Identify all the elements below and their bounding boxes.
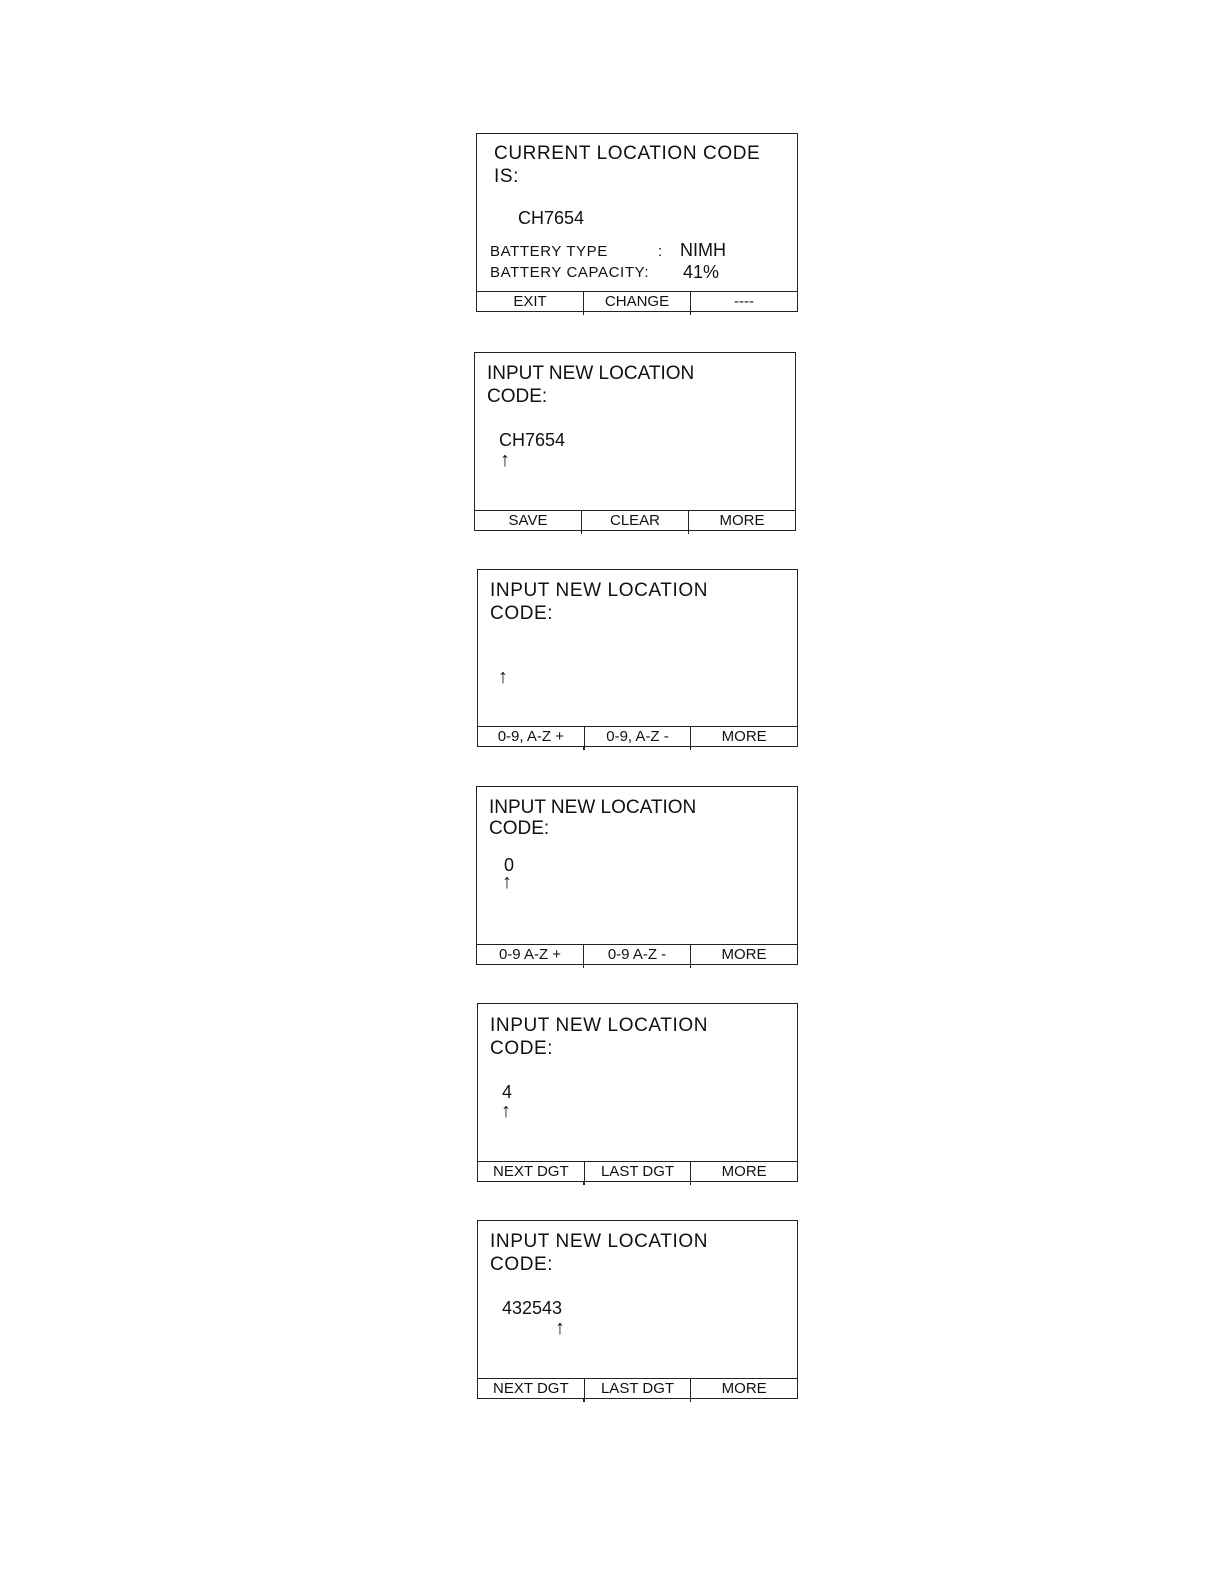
softkey-clear[interactable]: CLEAR <box>581 511 688 530</box>
softkey-char-up[interactable]: 0-9, A-Z + <box>497 728 564 745</box>
screen-title: INPUT NEW LOCATION <box>490 580 709 601</box>
softkey-blank[interactable]: ---- <box>690 292 797 311</box>
softkey-divider-tick <box>583 1398 585 1402</box>
screen-title-continued: CODE: <box>490 1038 554 1059</box>
location-code-entry: CH7654 <box>499 430 566 450</box>
softkey-divider-tick <box>690 746 692 750</box>
cursor-arrow-icon: ↑ <box>501 1100 511 1122</box>
screen-title: INPUT NEW LOCATION <box>490 1015 709 1036</box>
cursor-arrow-icon: ↑ <box>498 666 508 688</box>
cursor-arrow-icon: ↑ <box>555 1317 565 1339</box>
softkey-divider-tick <box>583 1181 585 1185</box>
softkey-char-down[interactable]: 0-9, A-Z - <box>584 727 691 746</box>
softkey-char-down[interactable]: 0-9 A-Z - <box>583 945 690 964</box>
softkey-divider-tick <box>583 311 585 315</box>
location-code-value: CH7654 <box>518 208 585 228</box>
softkey-divider-tick <box>690 311 692 315</box>
softkey-last-digit[interactable]: LAST DGT <box>584 1162 691 1181</box>
softkey-divider-tick <box>690 1398 692 1402</box>
screen-title-continued: CODE: <box>487 386 548 407</box>
screen-title-continued: IS: <box>494 166 520 187</box>
softkey-divider-tick <box>581 530 583 534</box>
battery-capacity-value: 41% <box>683 262 720 282</box>
current-location-screen <box>476 133 798 312</box>
input-location-screen-digit <box>477 1003 798 1182</box>
softkey-more[interactable]: MORE <box>688 511 795 530</box>
location-code-entry: 0 <box>504 855 515 875</box>
input-location-screen-existing <box>474 352 796 531</box>
location-code-entry: 432543 <box>502 1298 563 1318</box>
screen-title: INPUT NEW LOCATION <box>490 1231 709 1252</box>
screen-title-continued: CODE: <box>490 1254 554 1275</box>
battery-type-label: BATTERY TYPE <box>490 243 608 260</box>
softkey-last-digit[interactable]: LAST DGT <box>584 1379 691 1398</box>
screen-title: CURRENT LOCATION CODE <box>494 143 761 164</box>
screen-title-continued: CODE: <box>489 818 550 839</box>
softkey-bar <box>478 726 797 746</box>
softkey-bar <box>478 1161 797 1181</box>
softkey-divider-tick <box>583 964 585 968</box>
location-code-entry: 4 <box>502 1082 513 1102</box>
softkey-change[interactable]: CHANGE <box>583 292 690 311</box>
screen-title: INPUT NEW LOCATION <box>489 797 697 818</box>
battery-capacity-label: BATTERY CAPACITY: <box>490 264 650 281</box>
screen-title: INPUT NEW LOCATION <box>487 363 695 384</box>
cursor-arrow-icon: ↑ <box>502 871 512 893</box>
softkey-char-up[interactable]: 0-9 A-Z + <box>498 946 562 963</box>
battery-type-separator: : <box>658 243 663 260</box>
softkey-divider-tick <box>690 964 692 968</box>
input-location-screen-first-digit <box>476 786 798 965</box>
softkey-more[interactable]: MORE <box>690 1379 797 1398</box>
battery-type-value: NIMH <box>680 240 726 260</box>
input-location-screen-full-code <box>477 1220 798 1399</box>
softkey-divider-tick <box>688 530 690 534</box>
softkey-bar <box>477 291 797 311</box>
softkey-bar <box>475 510 795 530</box>
screen-title-continued: CODE: <box>490 603 554 624</box>
softkey-next-digit[interactable]: NEXT DGT <box>493 1380 569 1397</box>
softkey-exit[interactable]: EXIT <box>513 293 547 310</box>
softkey-bar <box>477 944 797 964</box>
softkey-more[interactable]: MORE <box>690 727 797 746</box>
input-location-screen-empty <box>477 569 798 747</box>
cursor-arrow-icon: ↑ <box>500 449 510 471</box>
softkey-next-digit[interactable]: NEXT DGT <box>493 1163 569 1180</box>
softkey-more[interactable]: MORE <box>690 945 797 964</box>
softkey-bar <box>478 1378 797 1398</box>
softkey-more[interactable]: MORE <box>690 1162 797 1181</box>
softkey-divider-tick <box>583 746 585 750</box>
softkey-divider-tick <box>690 1181 692 1185</box>
softkey-save[interactable]: SAVE <box>508 512 548 529</box>
